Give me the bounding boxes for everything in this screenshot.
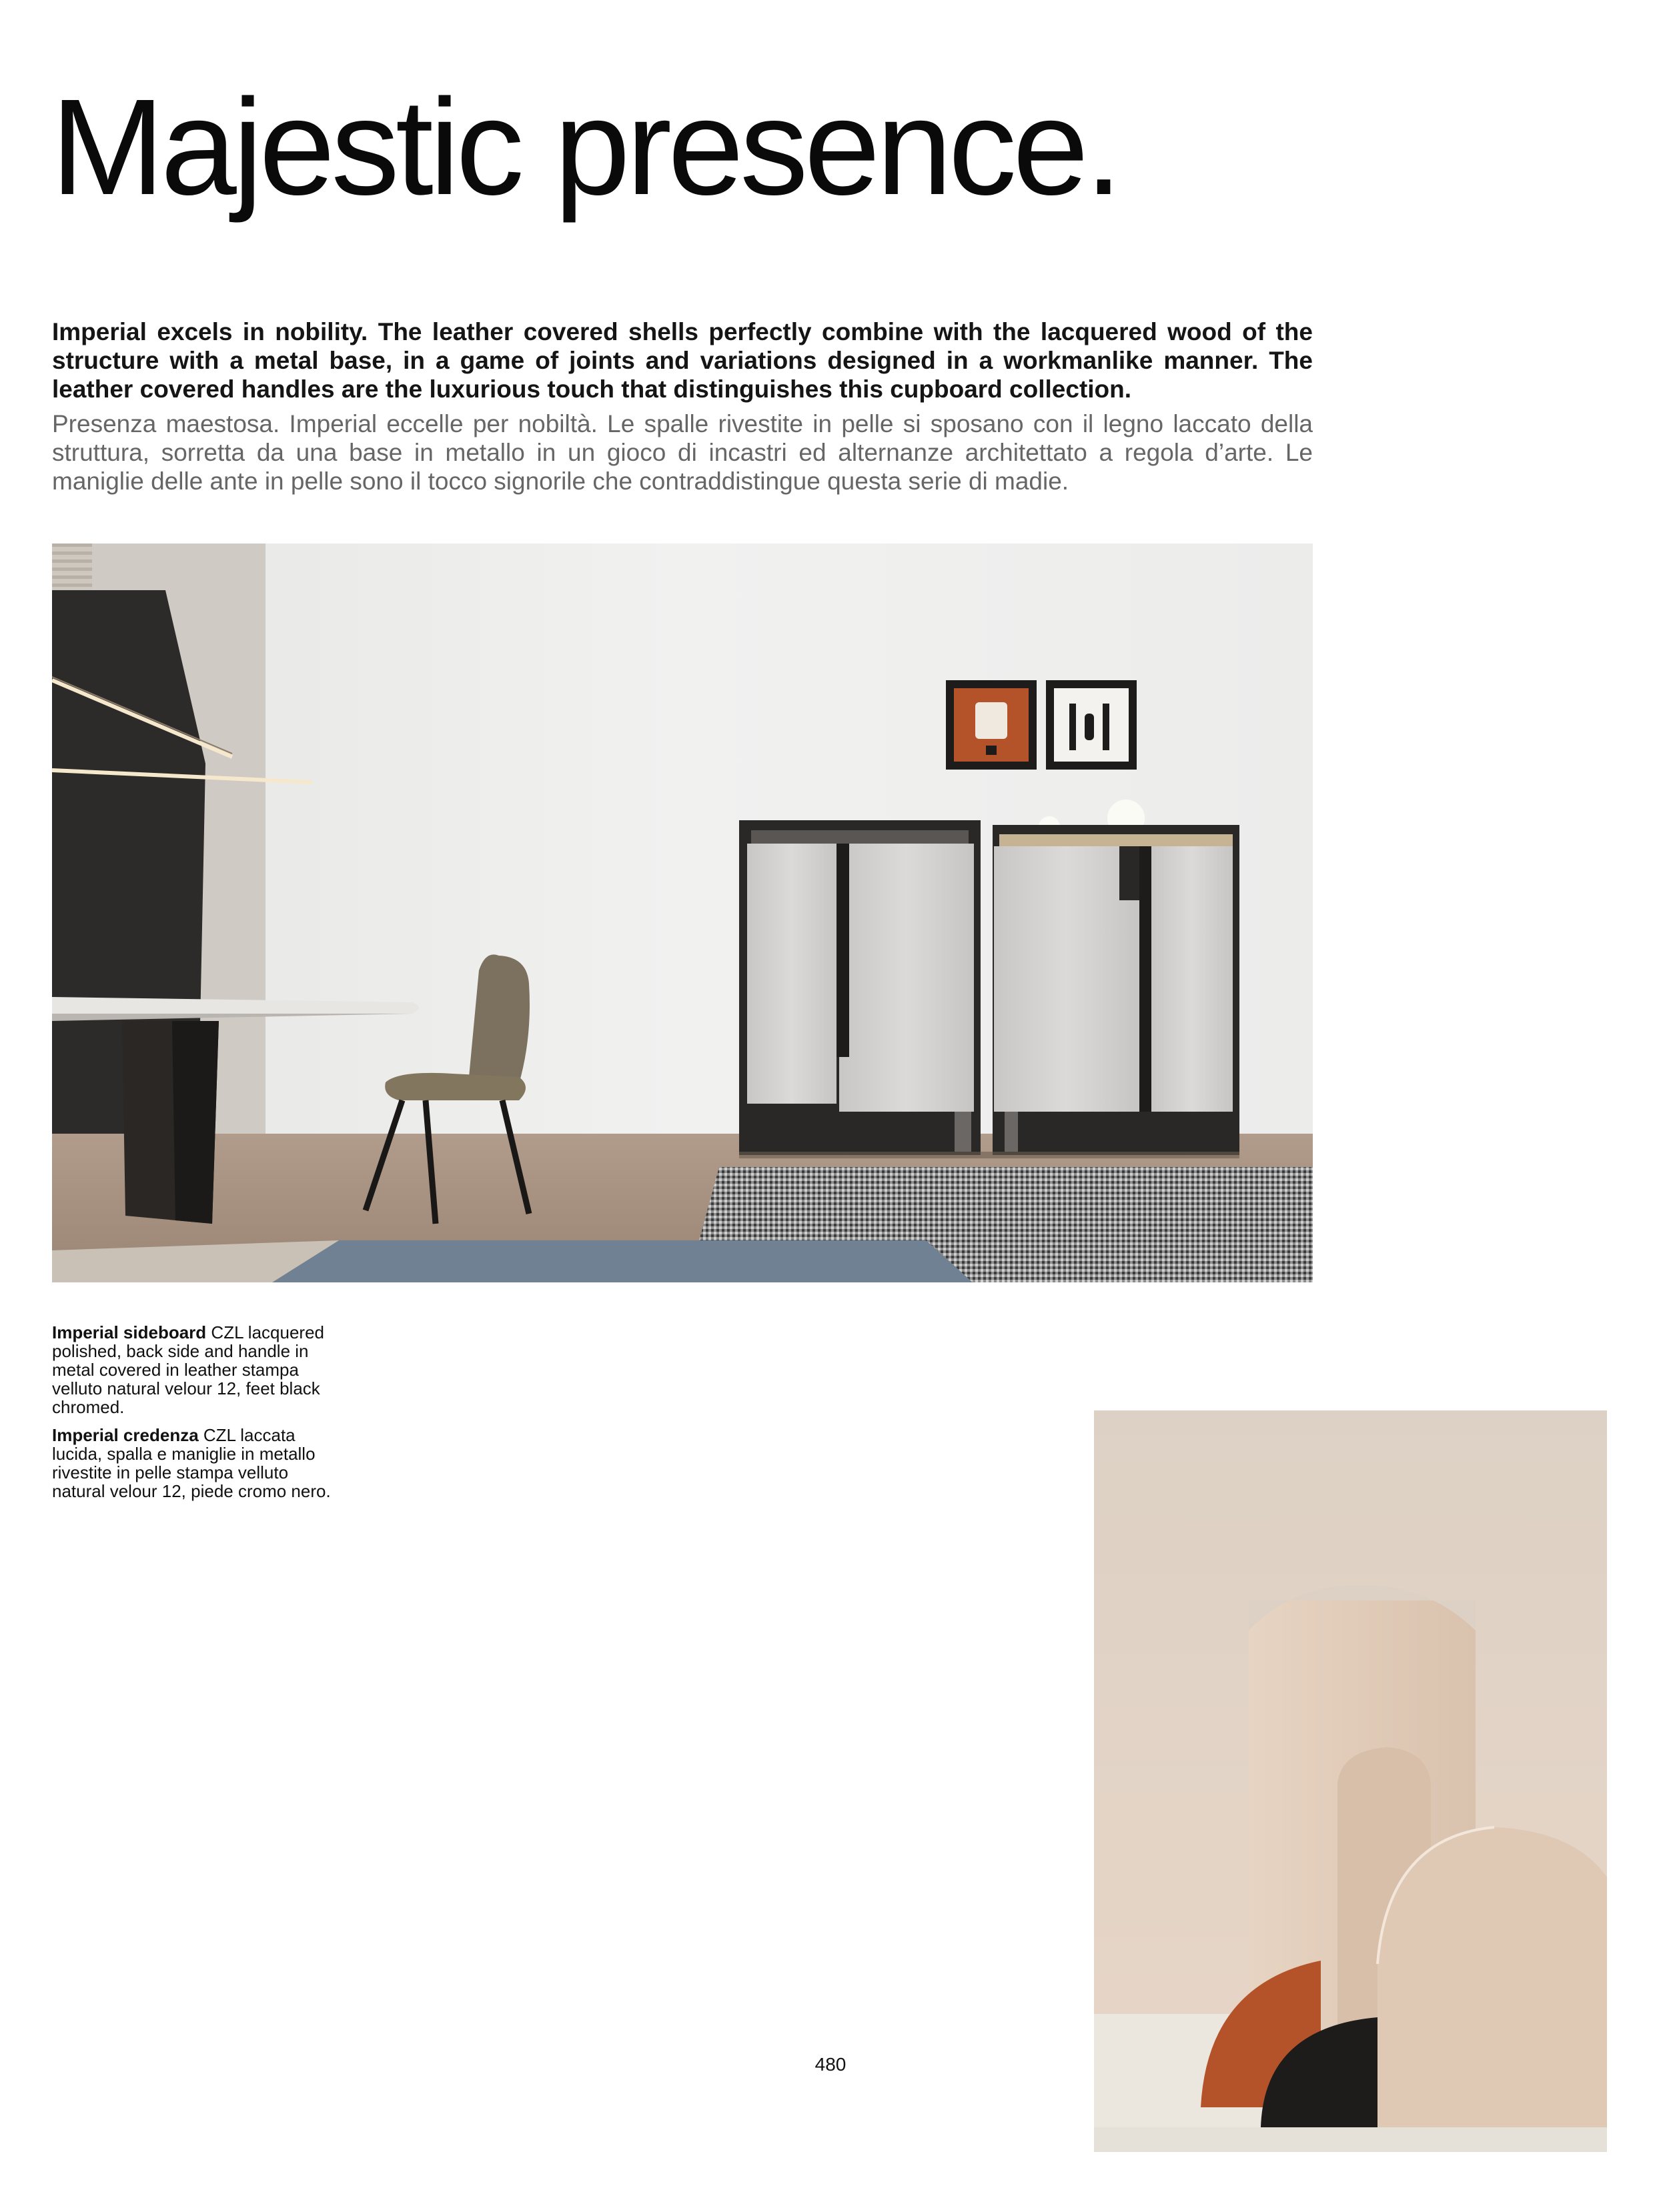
intro-italian: Presenza maestosa. Imperial eccelle per nobiltà. Le spalle rivestite in pelle si sposano con il legno laccato della struttura, sorretta da una base in metallo in un gioco di incastri ed alternanze architettato a regola d’arte. Le maniglie delle ante in pelle sono il tocco signorile che contraddistingue questa serie di madie. — [52, 410, 1313, 495]
caption-english — [52, 1323, 346, 1416]
intro-english: Imperial excels in nobility. The leather covered shells perfectly combine with the lacquered wood of the structure with a metal base, in a game of joints and variations designed in a workmanlike manner. The leather covered handles are the luxurious touch that distinguishes this cupboard collection. — [52, 318, 1313, 403]
material-detail-photo — [1094, 1410, 1607, 2152]
page-number: 480 — [814, 2054, 847, 2075]
caption-english-text: CZL lacquered polished, back side and handle in metal covered in leather stampa velluto natural velour 12, feet black chromed. — [52, 1322, 324, 1417]
caption-italian-product-name: Imperial credenza — [52, 1425, 199, 1445]
caption-italian — [52, 1426, 346, 1500]
sideboard-interior-photo — [52, 543, 1313, 1282]
material-shapes-illustration — [1094, 1410, 1607, 2152]
sideboard-scene-illustration — [52, 543, 1313, 1282]
caption-english-product-name: Imperial sideboard — [52, 1322, 207, 1342]
caption-italian-text: CZL laccata lucida, spalla e maniglie in metallo rivestite in pelle stampa velluto natural velour 12, piede cromo nero. — [52, 1425, 331, 1501]
page-title: Majestic presence. — [51, 71, 1119, 223]
